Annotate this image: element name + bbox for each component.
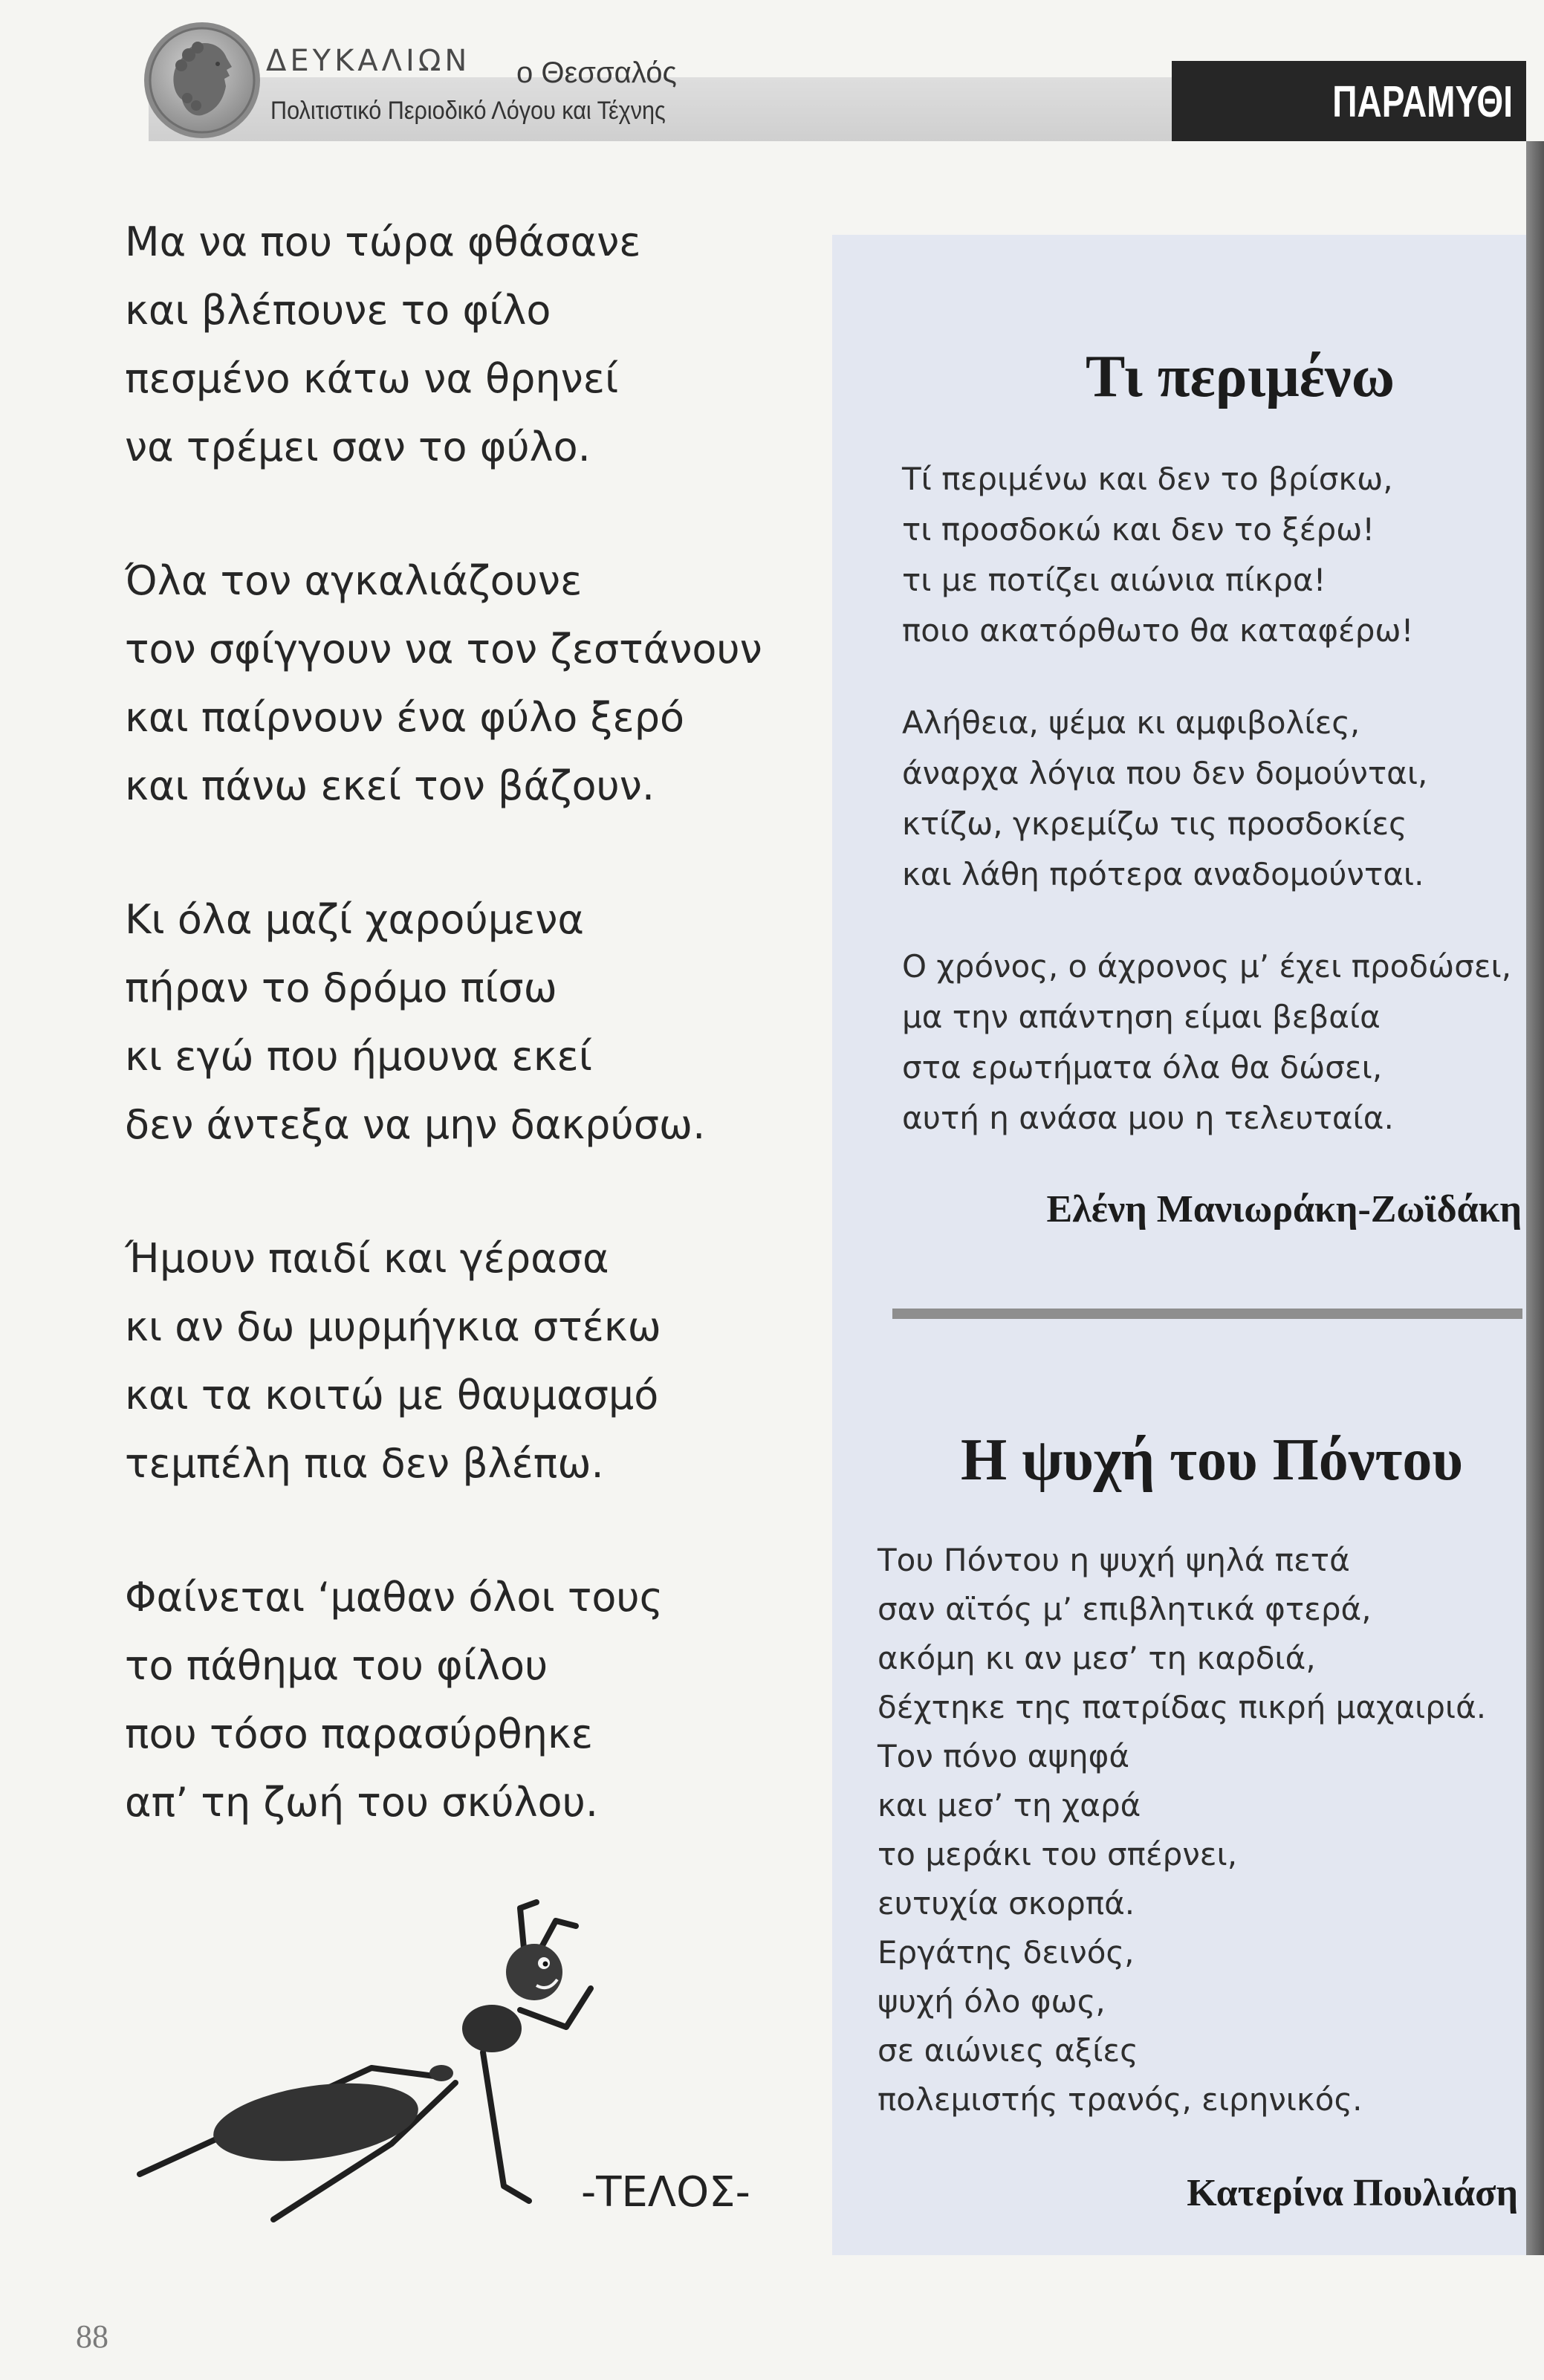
story-line: τον σφίγγουν να τον ζεστάνουν <box>125 626 762 672</box>
poem-body <box>878 1536 1486 2124</box>
poem-line: Του Πόντου η ψυχή ψηλά πετά <box>878 1542 1350 1578</box>
poem-line: σε αιώνιες αξίες <box>878 2032 1138 2069</box>
ant-antenna <box>520 1902 536 1948</box>
page-edge-shadow <box>1526 141 1544 2255</box>
poem-line: τι με ποτίζει αιώνια πίκρα! <box>902 562 1326 598</box>
poem-author: Κατερίνα Πουλιάση <box>1187 2172 1518 2214</box>
story-stanza <box>125 886 762 1159</box>
ant-leg <box>483 2052 529 2201</box>
poem-line: σαν αϊτός μ’ επιβλητικά φτερά, <box>878 1591 1372 1627</box>
story-line: απ’ τη ζωή του σκύλου. <box>125 1779 598 1826</box>
story-stanza <box>125 1225 762 1498</box>
poem-body <box>902 454 1511 1185</box>
story-line: πεσμένο κάτω να θρηνεί <box>125 355 619 402</box>
page-number: 88 <box>76 2318 108 2355</box>
poem-stanza <box>902 698 1511 900</box>
story-line: Φαίνεται ‘μαθαν όλοι τους <box>125 1574 664 1621</box>
poem-line: ακόμη κι αν μεσ’ τη καρδιά, <box>878 1640 1316 1676</box>
story-stanza <box>125 1563 762 1837</box>
story-line: τεμπέλη πια δεν βλέπω. <box>125 1440 604 1487</box>
story-line: κι αν δω μυρμήγκια στέκω <box>125 1303 661 1350</box>
story-stanza <box>125 208 762 481</box>
story-line: Ήμουν παιδί και γέρασα <box>125 1235 609 1282</box>
story-line: Όλα τον αγκαλιάζουνε <box>125 557 583 604</box>
poem-line: και μεσ’ τη χαρά <box>878 1787 1141 1823</box>
poem-line: Ο χρόνος, ο άχρονος μ’ έχει προδώσει, <box>902 948 1512 985</box>
poem-line: άναρχα λόγια που δεν δομούνται, <box>902 755 1428 791</box>
poem-stanza <box>902 454 1511 656</box>
poem-title: Η ψυχή του Πόντου <box>961 1427 1463 1493</box>
section-tab <box>1172 61 1526 141</box>
poem-line: στα ερωτήματα όλα θα δώσει, <box>902 1049 1383 1086</box>
story-line: το πάθημα του φίλου <box>125 1642 548 1689</box>
story-line: Μα να που τώρα φθάσανε <box>125 218 641 265</box>
poem-line: τι προσδοκώ και δεν το ξέρω! <box>902 511 1375 548</box>
poem-line: ψυχή όλο φως, <box>878 1983 1106 2020</box>
poem-line: Τί περιμένω και δεν το βρίσκω, <box>902 461 1393 497</box>
story-line: και παίρνουν ένα φύλο ξερό <box>125 694 685 741</box>
poem-line: το μεράκι του σπέρνει, <box>878 1836 1238 1872</box>
poem-stanza <box>902 941 1511 1144</box>
poem-title: Τι περιμένω <box>1086 344 1395 409</box>
poem-line: και λάθη πρότερα αναδομούνται. <box>902 856 1424 892</box>
section-label: ΠΑΡΑΜΥΘΙ <box>1332 76 1513 126</box>
poem-line: Εργάτης δεινός, <box>878 1934 1135 1971</box>
poem-line: ποιο ακατόρθωτο θα καταφέρω! <box>902 612 1414 649</box>
story-ending: -ΤΕΛΟΣ- <box>581 2168 750 2217</box>
poem-line: αυτή η ανάσα μου η τελευταία. <box>902 1100 1394 1136</box>
ant-thorax <box>462 2005 522 2052</box>
story-line: Κι όλα μαζί χαρούμενα <box>125 896 585 943</box>
story-line: να τρέμει σαν το φύλο. <box>125 424 591 470</box>
ant-antenna <box>541 1921 576 1948</box>
ant-drawing-icon <box>111 1872 632 2244</box>
story-line: δεν άντεξα να μην δακρύσω. <box>125 1101 706 1148</box>
poem-author: Ελένη Μανιωράκη-Ζωϊδάκη <box>1046 1188 1522 1230</box>
poem-line: δέχτηκε της πατρίδας πικρή μαχαιριά. <box>878 1689 1487 1725</box>
poem-line: Τον πόνο αψηφά <box>878 1738 1130 1774</box>
story-line: πήραν το δρόμο πίσω <box>125 964 557 1011</box>
poem-line: Αλήθεια, ψέμα κι αμφιβολίες, <box>902 704 1360 741</box>
magazine-name: ΔΕΥΚΑΛΙΩΝ <box>266 44 471 78</box>
ant-abdomen <box>209 2072 424 2173</box>
ant-head <box>506 1944 562 2000</box>
story-stanza <box>125 547 762 820</box>
ant-waist <box>429 2065 453 2081</box>
story-line: που τόσο παρασύρθηκε <box>125 1711 593 1757</box>
poem-line: ευτυχία σκορπά. <box>878 1885 1135 1922</box>
ancient-coin-logo-icon <box>143 21 262 140</box>
ant-pupil <box>543 1962 548 1967</box>
story-line: κι εγώ που ήμουνα εκεί <box>125 1033 593 1080</box>
divider <box>892 1309 1522 1319</box>
poem-line: κτίζω, γκρεμίζω τις προσδοκίες <box>902 805 1407 842</box>
story-line: και βλέπουνε το φίλο <box>125 287 551 334</box>
story-line: και τα κοιτώ με θαυμασμό <box>125 1372 659 1418</box>
poem-line: μα την απάντηση είμαι βεβαία <box>902 999 1381 1035</box>
story-poem <box>125 208 762 1902</box>
magazine-subtitle: Πολιτιστικό Περιοδικό Λόγου και Τέχνης <box>270 97 666 125</box>
poem-line: πολεμιστής τρανός, ειρηνικός. <box>878 2081 1363 2118</box>
story-line: και πάνω εκεί τον βάζουν. <box>125 762 655 809</box>
magazine-name-suffix: ο Θεσσαλός <box>516 56 677 89</box>
